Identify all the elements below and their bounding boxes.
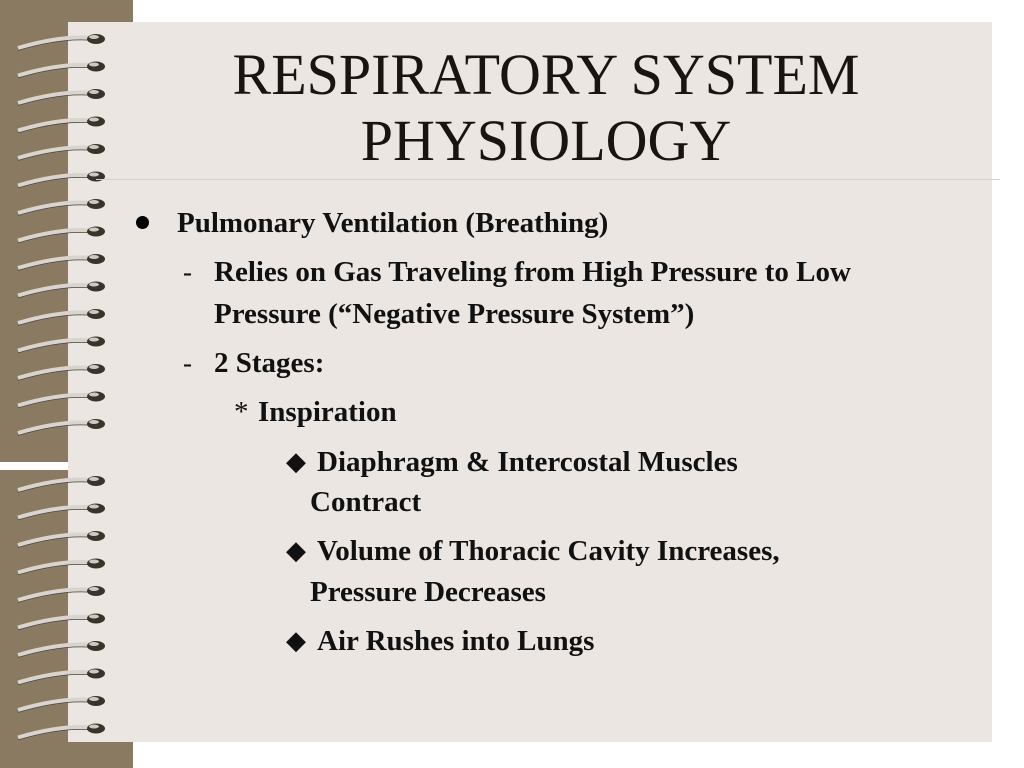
spiral-binding-ring-icon bbox=[18, 282, 105, 298]
spiral-binding-ring-icon bbox=[18, 62, 105, 78]
bullet-dot-icon bbox=[136, 216, 149, 229]
spiral-binding-ring-icon bbox=[18, 614, 105, 630]
spiral-binding-ring-icon bbox=[18, 419, 105, 435]
sub-heading-inspiration: Inspiration bbox=[258, 396, 397, 428]
diamond-bullet-icon: ◆ bbox=[286, 536, 306, 565]
spiral-binding-ring-icon bbox=[18, 199, 105, 215]
point1-line1: Diaphragm & Intercostal Muscles bbox=[317, 446, 738, 478]
diamond-bullet-icon: ◆ bbox=[286, 626, 306, 655]
point3-text: Air Rushes into Lungs bbox=[317, 625, 595, 657]
spiral-binding-ring-icon bbox=[18, 476, 105, 492]
spiral-binding-ring-icon bbox=[18, 724, 105, 740]
spiral-binding-ring-icon bbox=[18, 641, 105, 657]
dash-icon: - bbox=[183, 348, 192, 378]
spiral-binding-ring-icon bbox=[18, 696, 105, 712]
spiral-binding-ring-icon bbox=[18, 254, 105, 270]
spiral-binding-ring-icon bbox=[18, 559, 105, 575]
spiral-binding-ring-icon bbox=[18, 144, 105, 160]
dash2-text: 2 Stages: bbox=[214, 347, 325, 379]
spiral-binding-ring-icon bbox=[18, 364, 105, 380]
diamond-bullet-icon: ◆ bbox=[286, 447, 306, 476]
dash1-line2: Pressure (“Negative Pressure System”) bbox=[214, 298, 695, 330]
title-line-1: RESPIRATORY SYSTEM bbox=[232, 42, 860, 107]
title-divider bbox=[96, 179, 1000, 180]
point2-line2: Pressure Decreases bbox=[310, 576, 546, 608]
spiral-binding-ring-icon bbox=[18, 227, 105, 243]
spiral-binding-ring-icon bbox=[18, 586, 105, 602]
spiral-binding-ring-icon bbox=[18, 117, 105, 133]
spiral-binding-ring-icon bbox=[18, 392, 105, 408]
bullet-main: Pulmonary Ventilation (Breathing) bbox=[177, 207, 609, 239]
title-line-2: PHYSIOLOGY bbox=[360, 108, 732, 173]
spiral-binding-ring-icon bbox=[18, 309, 105, 325]
spiral-binding-ring-icon bbox=[18, 89, 105, 105]
spiral-binding-ring-icon bbox=[18, 504, 105, 520]
slide-title bbox=[96, 42, 996, 174]
spiral-binding-ring-icon bbox=[18, 669, 105, 685]
dash1-line1: Relies on Gas Traveling from High Pressure to Low bbox=[214, 256, 851, 288]
point2-line1: Volume of Thoracic Cavity Increases, bbox=[317, 535, 780, 567]
spiral-binding-ring-icon bbox=[18, 337, 105, 353]
point1-line2: Contract bbox=[310, 486, 422, 518]
spiral-binding-ring-icon bbox=[18, 172, 105, 188]
dash-icon: - bbox=[183, 257, 192, 287]
spiral-binding-ring-icon bbox=[18, 531, 105, 547]
asterisk-icon: * bbox=[234, 396, 249, 428]
spiral-binding-ring-icon bbox=[18, 34, 105, 50]
